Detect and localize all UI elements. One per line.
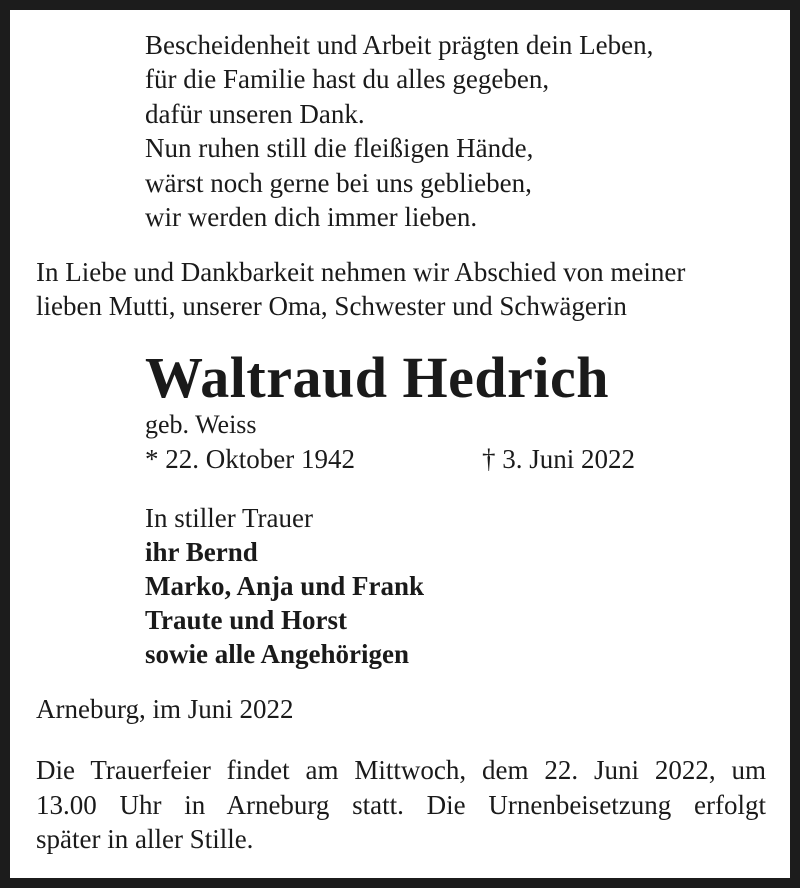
poem-line: für die Familie hast du alles gegeben, (145, 64, 550, 95)
poem-line: wärst noch gerne bei uns geblieben, (145, 167, 532, 198)
poem-line: dafür unseren Dank. (145, 98, 365, 129)
mourners-block (145, 501, 424, 671)
service-line: später in aller Stille. (36, 824, 254, 854)
farewell-intro (36, 255, 776, 323)
service-line: Die Trauerfeier findet am Mittwoch, dem 22. Juni 2022, um (36, 755, 766, 785)
poem-line: wir werden dich immer lieben. (145, 202, 478, 233)
poem-line: Nun ruhen still die fleißigen Hände, (145, 133, 534, 164)
mourner-name: Traute und Horst (145, 605, 348, 635)
poem-line: Bescheidenheit und Arbeit prägten dein Leben, (145, 30, 654, 60)
birth-date: * 22. Oktober 1942 (145, 444, 355, 474)
intro-line: lieben Mutti, unserer Oma, Schwester und Schwägerin (36, 291, 627, 321)
mourner-name: ihr Bernd (145, 537, 258, 567)
service-info (36, 753, 766, 857)
place-date: Arneburg, im Juni 2022 (36, 694, 294, 724)
intro-line: In Liebe und Dankbarkeit nehmen wir Abschied von meiner (36, 257, 686, 287)
poem (145, 28, 653, 234)
service-line: 13.00 Uhr in Arneburg statt. Die Urnenbeisetzung erfolgt (36, 789, 766, 820)
mourners-heading: In stiller Trauer (145, 503, 313, 533)
mourner-name: Marko, Anja und Frank (145, 571, 425, 601)
mourner-name: sowie alle Angehörigen (145, 639, 409, 669)
maiden-name: geb. Weiss (145, 410, 257, 439)
deceased-name: Waltraud Hedrich (145, 345, 609, 410)
death-date: † 3. Juni 2022 (482, 444, 636, 474)
